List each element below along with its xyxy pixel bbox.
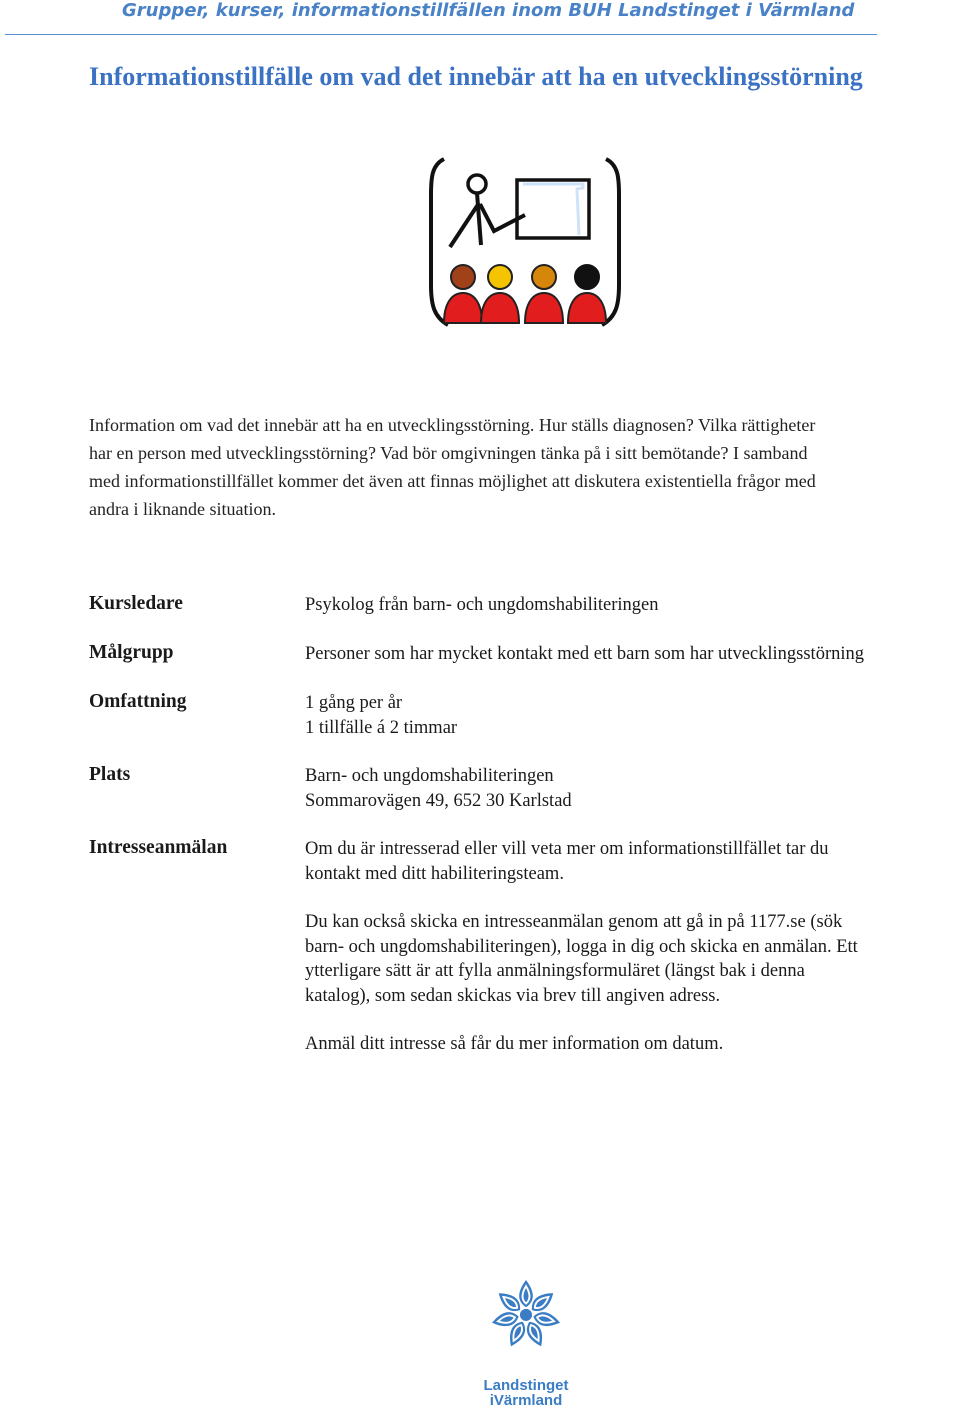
intro-paragraph [89, 411, 951, 523]
value-line: Personer som har mycket kontakt med ett barn som har utvecklingsstörning [305, 644, 864, 664]
value-line: Barn- och ungdomshabiliteringen [305, 766, 554, 786]
intro-line: andra i liknande situation. [89, 499, 276, 519]
value-line: Sommarovägen 49, 652 30 Karlstad [305, 790, 572, 811]
value-line: katalog), som sedan skickas via brev till angiven adress. [305, 985, 721, 1006]
value-line: barn- och ungdomshabiliteringen), logga in dig och skicka en anmälan. Ett [305, 936, 858, 957]
value-line: 1 tillfälle á 2 timmar [305, 717, 458, 738]
value-intresseanmalan-p1 [305, 837, 955, 886]
presentation-pictogram-icon [428, 155, 622, 331]
value-plats [305, 764, 955, 813]
value-omfattning [305, 691, 955, 740]
intro-line: med informationstillfället kommer det även att finnas möjlighet att diskutera existentiella frågor med [89, 471, 816, 491]
value-kursledare [305, 593, 955, 618]
logo-text-line1: Landstinget [483, 1377, 569, 1394]
value-intresseanmalan-p3 [305, 1032, 955, 1057]
value-malgrupp [305, 642, 955, 667]
label-kursledare: Kursledare [89, 593, 183, 614]
value-line: kontakt med ditt habiliteringsteam. [305, 863, 564, 884]
value-line: ytterligare sätt är att fylla anmälningsformuläret (längst bak i denna [305, 961, 805, 981]
label-omfattning: Omfattning [89, 691, 187, 712]
landstinget-star-logo-icon [470, 1277, 582, 1377]
logo-text-line2: iVärmland [489, 1392, 563, 1409]
value-line: Psykolog från barn- och ungdomshabiliteringen [305, 595, 659, 615]
value-intresseanmalan-p2 [305, 910, 955, 1008]
label-plats: Plats [89, 764, 131, 785]
running-header: Grupper, kurser, informationstillfällen inom BUH Landstinget i Värmland [122, 0, 855, 21]
label-malgrupp: Målgrupp [89, 642, 174, 663]
label-intresseanmalan: Intresseanmälan [89, 837, 228, 858]
intro-line: Information om vad det innebär att ha en utvecklingsstörning. Hur ställs diagnosen? Vilka rättigheter [89, 415, 816, 435]
header-divider [5, 34, 877, 35]
intro-line: har en person med utvecklingsstörning? Vad bör omgivningen tänka på i sitt bemötande? I samband [89, 443, 808, 463]
value-line: Anmäl ditt intresse så får du mer information om datum. [305, 1034, 724, 1054]
value-line: Om du är intresserad eller vill veta mer om informationstillfället tar du [305, 839, 829, 859]
value-line: 1 gång per år [305, 693, 403, 713]
value-line: Du kan också skicka en intresseanmälan genom att gå in på 1177.se (sök [305, 912, 843, 932]
page-title: Informationstillfälle om vad det innebär att ha en utvecklingsstörning [89, 62, 863, 91]
